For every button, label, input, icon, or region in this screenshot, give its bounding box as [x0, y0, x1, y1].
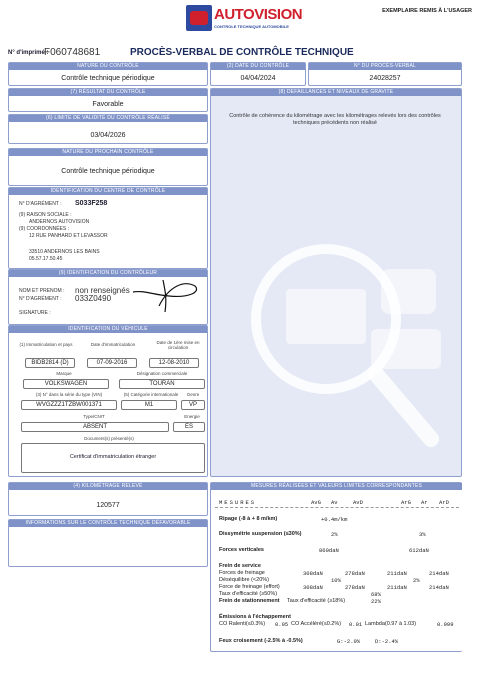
genre-value: VP	[181, 400, 205, 410]
docs-label: Document(s) présenté(s)	[84, 436, 134, 441]
vin-value: WVGZZZ1TZBW001371	[21, 400, 117, 410]
design-label: Désignation commerciale	[136, 371, 188, 376]
lambda-label: Lambda(0.97 à 1.03)	[365, 621, 417, 627]
eff-label: Taux d'efficacité (≥50%)	[219, 591, 278, 597]
nature-title: NATURE DU CONTRÔLE	[9, 63, 207, 70]
copy-label: EXEMPLAIRE REMIS À L'USAGER	[382, 8, 472, 14]
defects-box	[210, 88, 462, 477]
controller-box	[8, 269, 208, 325]
measures-box	[210, 482, 462, 652]
ff-4: 214daN	[429, 570, 449, 577]
cnit-value: ABSENT	[21, 422, 169, 432]
feux-g: G:-2.0%	[337, 638, 361, 645]
pv-box	[308, 62, 462, 86]
energie-value: ES	[173, 422, 205, 432]
des-ar: 2%	[413, 577, 420, 584]
fs-label: Force de freinage (effort)	[219, 584, 280, 590]
coa-label: CO Accéléré(≤0.2%)	[291, 621, 342, 627]
feux-d: D:-2.4%	[375, 638, 399, 645]
nature-value: Contrôle technique périodique	[61, 75, 155, 82]
vin-label: (3) N° dans la série du type (VIN)	[35, 392, 103, 397]
controller-agr-label: N° D'AGRÉMENT :	[19, 296, 62, 302]
co-label: CO Ralenti(≤0.3%)	[219, 621, 266, 627]
center-phone: 05.57.17.50.45	[29, 256, 63, 262]
immat-value: BIDB2814 (D)	[25, 358, 75, 368]
stat-eff-value: 22%	[371, 598, 381, 605]
ripage-value: +0.4m/km	[321, 516, 348, 523]
dissy-av: 2%	[331, 531, 338, 538]
docs-value: Certificat d'immatriculation étranger	[69, 454, 157, 460]
lambda-value: 0.999	[437, 621, 454, 628]
cnit-label: Type/CNIT	[83, 414, 105, 419]
date-title: (2) DATE DU CONTRÔLE	[211, 63, 305, 70]
fs-4: 214daN	[429, 584, 449, 591]
coa-value: 0.01	[349, 621, 363, 628]
cat-value: M1	[121, 400, 177, 410]
result-value: Favorable	[92, 101, 124, 108]
marque-label: Marque	[56, 371, 72, 376]
vehicle-box	[8, 325, 208, 477]
center-address-2: 33510 ANDERNOS LES BAINS	[29, 249, 100, 255]
marque-value: VOLKSWAGEN	[23, 379, 109, 389]
col-ard: ArD	[439, 499, 449, 506]
defects-title: (8) DÉFAILLANCES ET NIVEAUX DE GRAVITÉ	[211, 89, 461, 96]
des-av: 10%	[331, 577, 341, 584]
date-value: 04/04/2024	[240, 75, 276, 82]
controller-name-value: non renseignés	[75, 286, 130, 295]
forces-label: Forces verticales	[219, 547, 264, 553]
stat-eff-label: Taux d'efficacité (≥18%)	[287, 598, 346, 604]
next-title: NATURE DU PROCHAIN CONTRÔLE	[9, 149, 207, 156]
page-title: PROCÈS-VERBAL DE CONTRÔLE TECHNIQUE	[130, 47, 354, 58]
date-circ-label: Date de 1ère mise en circulation	[156, 340, 200, 350]
defects-note: Contrôle de cohérence du kilométrage avec les kilométrages relevés lors des contrôles techniques précédents non réalisé	[229, 113, 441, 126]
col-av: Av	[331, 499, 338, 506]
center-agr-label: N° D'AGRÉMENT :	[19, 201, 62, 207]
limit-value: 03/04/2026	[90, 132, 126, 139]
next-value: Contrôle technique périodique	[61, 168, 155, 175]
limit-box	[8, 114, 208, 144]
info-box	[8, 519, 208, 567]
cat-label: (5) Catégorie internationale	[123, 392, 179, 397]
controller-agr-value: 033Z0490	[75, 294, 112, 303]
printed-label: N° d'imprimé :	[8, 50, 49, 56]
logo-subtitle: CONTROLE TECHNIQUE AUTOMOBILE	[214, 24, 289, 29]
center-box	[8, 187, 208, 269]
next-box	[8, 148, 208, 186]
forces-ar: 612daN	[409, 547, 429, 554]
controller-name-label: NOM ET PRENOM :	[19, 288, 65, 294]
forces-av: 860daN	[319, 547, 339, 554]
co-value: 0.05	[275, 621, 289, 628]
km-title: (4) KILOMÉTRAGE RELEVÉ	[9, 483, 207, 490]
immat-label: (1) Immatriculation et pays	[19, 342, 73, 347]
fs-3: 211daN	[387, 584, 407, 591]
feux-label: Feux croisement (-2.5% à -0.5%)	[219, 638, 303, 644]
ff-3: 211daN	[387, 570, 407, 577]
design-value: TOURAN	[119, 379, 205, 389]
center-address-1: 12 RUE PANHARD ET LEVASSOR	[29, 233, 108, 239]
fs-2: 278daN	[345, 584, 365, 591]
logo	[186, 5, 303, 31]
info-title: INFORMATIONS SUR LE CONTRÔLE TECHNIQUE DÉFAVORABLE	[9, 520, 207, 527]
measures-head: MESURES	[219, 499, 257, 506]
printed-number: F060748681	[44, 47, 101, 58]
controller-signature-label: SIGNATURE :	[19, 310, 51, 316]
des-label: Déséquilibre (<20%)	[219, 577, 269, 583]
col-ar: Ar	[421, 499, 428, 506]
date-box	[210, 62, 306, 86]
pv-value: 24028257	[369, 75, 401, 82]
km-box	[8, 482, 208, 516]
docs-box	[21, 443, 205, 473]
col-avg: AvG	[311, 499, 321, 506]
stat-label: Frein de stationnement	[219, 598, 280, 604]
nature-box	[8, 62, 208, 86]
result-box	[8, 88, 208, 112]
energie-label: Energie	[184, 414, 200, 419]
signature-scribble	[129, 276, 203, 316]
dissy-ar: 3%	[419, 531, 426, 538]
controller-title: (9) IDENTIFICATION DU CONTRÔLEUR	[9, 270, 207, 277]
eff-value: 68%	[371, 591, 381, 598]
logo-text: AUTOVISION	[214, 6, 303, 23]
center-rs-value: ANDERNOS AUTOVISION	[29, 219, 90, 225]
measures-title: MESURES RÉALISÉES ET VALEURS LIMITES CORRESPONDANTES	[211, 483, 462, 490]
watermark-magnifier-icon	[231, 209, 451, 449]
fs-1: 308daN	[303, 584, 323, 591]
km-value: 120577	[96, 502, 120, 509]
date-circ-value: 12-08-2010	[149, 358, 199, 368]
dissy-label: Dissymétrie suspension (≤30%)	[219, 531, 302, 537]
genre-label: Genre	[186, 392, 200, 397]
center-title: IDENTIFICATION DU CENTRE DE CONTRÔLE	[9, 188, 207, 195]
col-avd: AvD	[353, 499, 363, 506]
ff-label: Forces de freinage	[219, 570, 265, 576]
center-coord-label: (9) COORDONNÉES :	[19, 226, 70, 232]
col-arg: ArG	[401, 499, 411, 506]
limit-title: (6) LIMITE DE VALIDITÉ DU CONTRÔLE RÉALISÉ	[9, 115, 207, 122]
ff-2: 278daN	[345, 570, 365, 577]
date-immat-label: Date d'immatriculation	[90, 342, 136, 347]
pv-title: N° DU PROCÈS-VERBAL	[309, 63, 461, 70]
date-immat-value: 07-09-2016	[87, 358, 137, 368]
result-title: (7) RÉSULTAT DU CONTRÔLE	[9, 89, 207, 96]
ff-1: 308daN	[303, 570, 323, 577]
ripage-label: Ripage (-8 à + 8 m/km)	[219, 516, 278, 522]
center-agr-value: S033F258	[75, 200, 108, 207]
vehicle-title: IDENTIFICATION DU VÉHICULE	[9, 326, 207, 333]
logo-emblem	[186, 5, 212, 31]
emis-label: Émissions à l'échappement	[219, 614, 291, 620]
frein-label: Frein de service	[219, 563, 261, 569]
center-rs-label: (9) RAISON SOCIALE :	[19, 212, 72, 218]
